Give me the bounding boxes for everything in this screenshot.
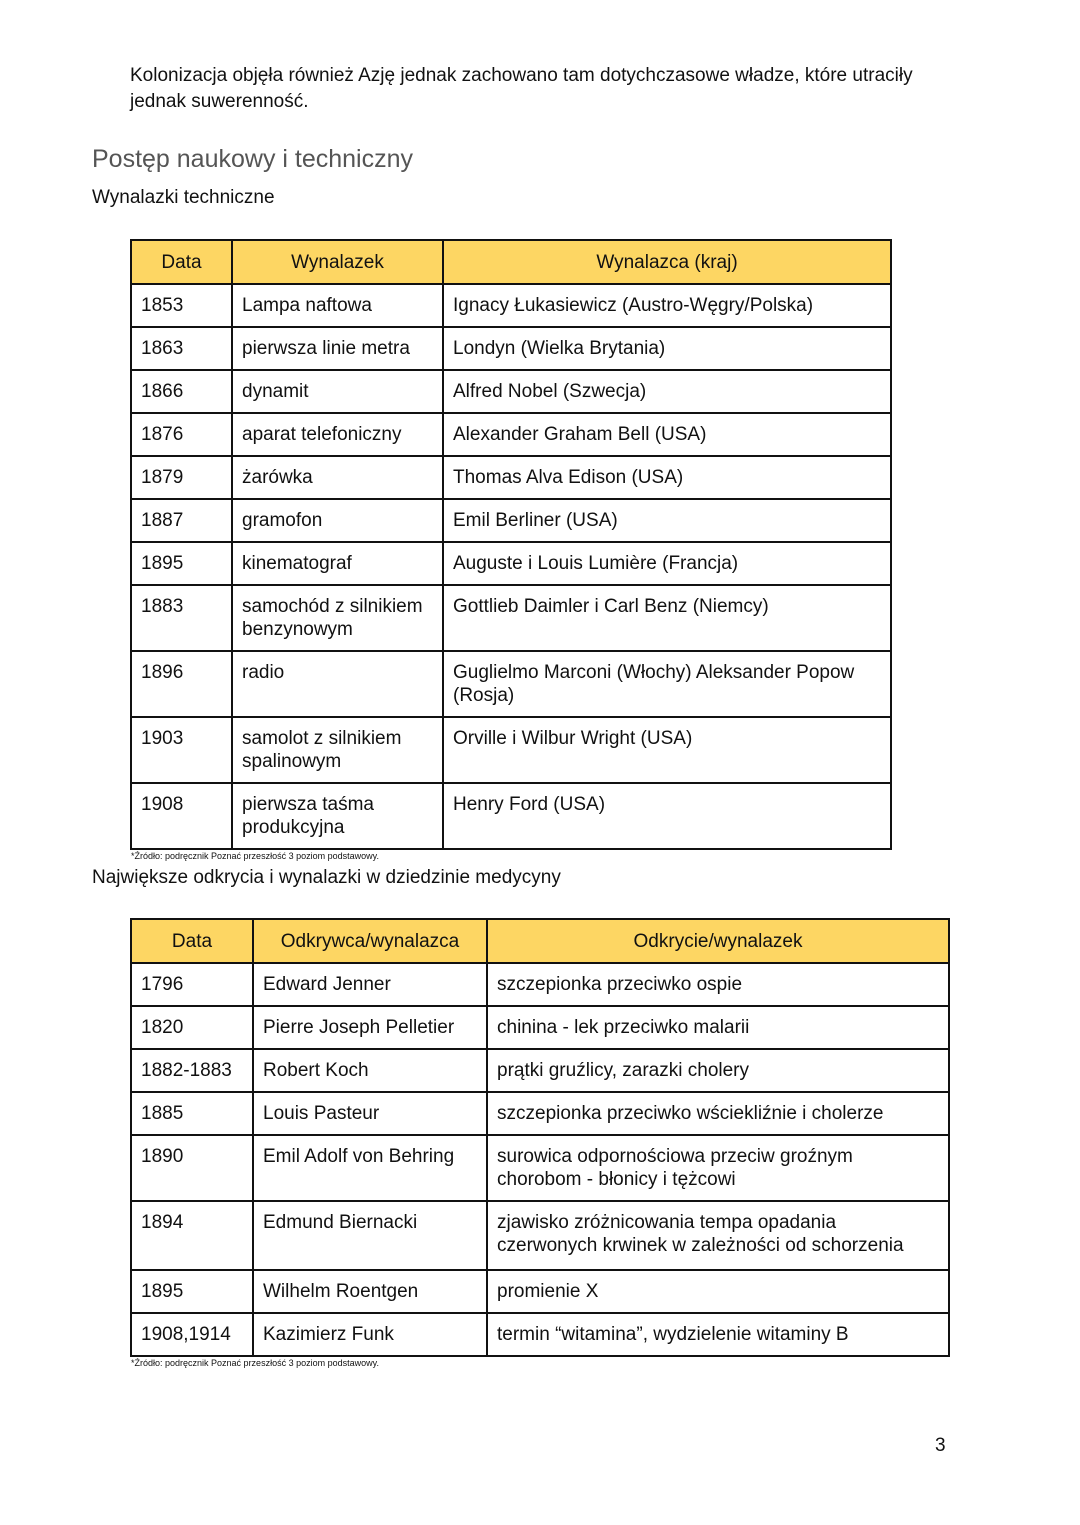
table-cell: 1908	[131, 783, 232, 849]
table-row	[131, 284, 891, 327]
table-cell: prątki gruźlicy, zarazki cholery	[487, 1049, 949, 1092]
table-row	[131, 413, 891, 456]
table-cell: Emil Adolf von Behring	[253, 1135, 487, 1201]
table-cell: 1882-1883	[131, 1049, 253, 1092]
table-row	[131, 542, 891, 585]
table-row	[131, 1049, 949, 1092]
subsection-title-inventions: Wynalazki techniczne	[92, 187, 275, 208]
table-header-row	[131, 919, 949, 963]
table-cell: chinina - lek przeciwko malarii	[487, 1006, 949, 1049]
source-note: *Źródło: podręcznik Poznać przeszłość 3 poziom podstawowy.	[131, 1358, 379, 1368]
table-cell: Pierre Joseph Pelletier	[253, 1006, 487, 1049]
table-header-row	[131, 240, 891, 284]
table-cell: Kazimierz Funk	[253, 1313, 487, 1356]
table-cell: 1820	[131, 1006, 253, 1049]
table-cell: 1887	[131, 499, 232, 542]
intro-paragraph: Kolonizacja objęła również Azję jednak zachowano tam dotychczasowe władze, które utraciły jednak suwerenność.	[130, 65, 913, 112]
table-cell: Alexander Graham Bell (USA)	[443, 413, 891, 456]
table-cell: pierwsza taśma produkcyjna	[232, 783, 443, 849]
table-cell: 1853	[131, 284, 232, 327]
table-cell: promienie X	[487, 1270, 949, 1313]
table-row	[131, 717, 891, 783]
table-cell: Louis Pasteur	[253, 1092, 487, 1135]
table-row	[131, 456, 891, 499]
table-cell: Henry Ford (USA)	[443, 783, 891, 849]
table-cell: Emil Berliner (USA)	[443, 499, 891, 542]
table-cell: termin “witamina”, wydzielenie witaminy B	[487, 1313, 949, 1356]
table-cell: 1863	[131, 327, 232, 370]
table-row	[131, 1201, 949, 1270]
table-row	[131, 499, 891, 542]
table-row	[131, 370, 891, 413]
table-cell: żarówka	[232, 456, 443, 499]
table-cell: radio	[232, 651, 443, 717]
table-cell: 1866	[131, 370, 232, 413]
table-cell: Thomas Alva Edison (USA)	[443, 456, 891, 499]
table-cell: 1896	[131, 651, 232, 717]
table-cell: Gottlieb Daimler i Carl Benz (Niemcy)	[443, 585, 891, 651]
table-cell: Lampa naftowa	[232, 284, 443, 327]
table-cell: Auguste i Louis Lumière (Francja)	[443, 542, 891, 585]
table-cell: 1796	[131, 963, 253, 1006]
table-cell: szczepionka przeciwko ospie	[487, 963, 949, 1006]
medicine-table	[130, 918, 950, 1357]
table-cell: zjawisko zróżnicowania tempa opadania czerwonych krwinek w zależności od schorzenia	[487, 1201, 949, 1270]
column-header-inventor: Wynalazca (kraj)	[443, 240, 891, 284]
table-cell: 1883	[131, 585, 232, 651]
table-cell: gramofon	[232, 499, 443, 542]
table-cell: 1894	[131, 1201, 253, 1270]
table-cell: kinematograf	[232, 542, 443, 585]
subsection-title-medicine: Największe odkrycia i wynalazki w dziedzinie medycyny	[92, 867, 561, 888]
column-header-date: Data	[131, 919, 253, 963]
table-cell: 1895	[131, 1270, 253, 1313]
table-cell: Alfred Nobel (Szwecja)	[443, 370, 891, 413]
table-row	[131, 1006, 949, 1049]
table-cell: 1876	[131, 413, 232, 456]
table-cell: samolot z silnikiem spalinowym	[232, 717, 443, 783]
inventions-table	[130, 239, 892, 850]
table-row	[131, 327, 891, 370]
column-header-discoverer: Odkrywca/wynalazca	[253, 919, 487, 963]
page-number: 3	[935, 1435, 946, 1456]
table-cell: dynamit	[232, 370, 443, 413]
table-cell: Guglielmo Marconi (Włochy) Aleksander Popow (Rosja)	[443, 651, 891, 717]
table-row	[131, 783, 891, 849]
section-title: Postęp naukowy i techniczny	[92, 145, 414, 173]
table-row	[131, 585, 891, 651]
table-cell: 1903	[131, 717, 232, 783]
table-row	[131, 963, 949, 1006]
table-cell: surowica odpornościowa przeciw groźnym chorobom - błonicy i tężcowi	[487, 1135, 949, 1201]
table-row	[131, 651, 891, 717]
table-cell: Robert Koch	[253, 1049, 487, 1092]
table-cell: Edward Jenner	[253, 963, 487, 1006]
table-cell: Orville i Wilbur Wright (USA)	[443, 717, 891, 783]
table-cell: szczepionka przeciwko wściekliźnie i cholerze	[487, 1092, 949, 1135]
source-note: *Źródło: podręcznik Poznać przeszłość 3 poziom podstawowy.	[131, 851, 379, 861]
column-header-discovery: Odkrycie/wynalazek	[487, 919, 949, 963]
table-cell: 1885	[131, 1092, 253, 1135]
table-cell: 1908,1914	[131, 1313, 253, 1356]
table-row	[131, 1313, 949, 1356]
table-row	[131, 1092, 949, 1135]
column-header-invention: Wynalazek	[232, 240, 443, 284]
column-header-date: Data	[131, 240, 232, 284]
table-cell: 1890	[131, 1135, 253, 1201]
table-cell: Londyn (Wielka Brytania)	[443, 327, 891, 370]
table-cell: samochód z silnikiem benzynowym	[232, 585, 443, 651]
table-cell: Wilhelm Roentgen	[253, 1270, 487, 1313]
table-cell: 1895	[131, 542, 232, 585]
table-cell: aparat telefoniczny	[232, 413, 443, 456]
table-row	[131, 1135, 949, 1201]
table-cell: pierwsza linie metra	[232, 327, 443, 370]
table-row	[131, 1270, 949, 1313]
table-cell: Ignacy Łukasiewicz (Austro-Węgry/Polska)	[443, 284, 891, 327]
table-cell: Edmund Biernacki	[253, 1201, 487, 1270]
table-cell: 1879	[131, 456, 232, 499]
